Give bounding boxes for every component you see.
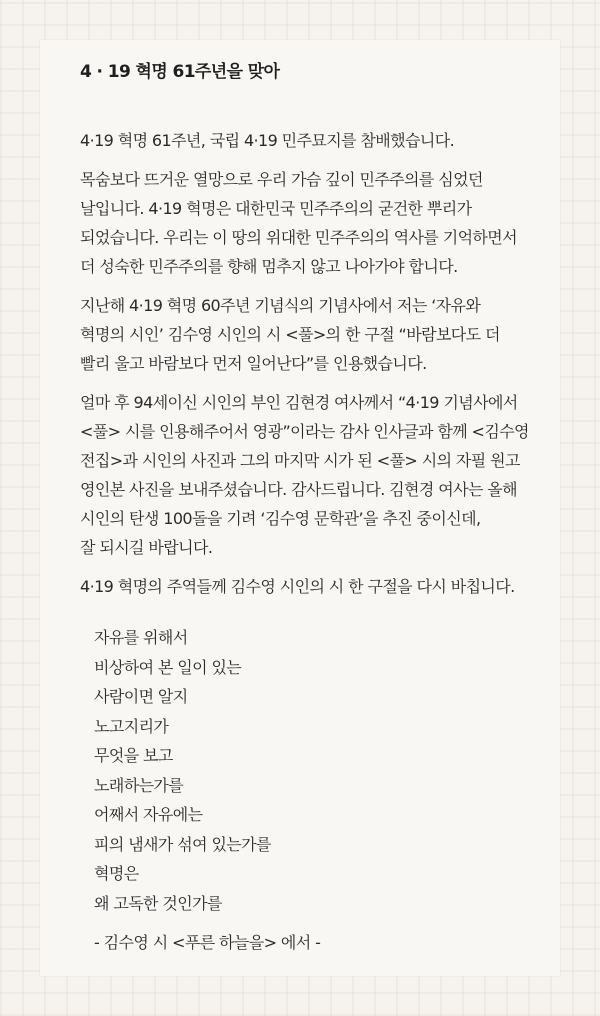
poem-line: 노고지리가 (94, 716, 169, 736)
text-line: 날입니다. 4·19 혁명은 대한민국 민주주의의 굳건한 뿌리가 (80, 199, 472, 218)
poem-line: 어째서 자유에는 (94, 805, 203, 824)
text-line: 얼마 후 94세이신 시인의 부인 김현경 여사께서 “4·19 기념사에서 (80, 393, 518, 412)
poem-line: 비상하여 본 일이 있는 (94, 657, 242, 677)
text-line: 되었습니다. 우리는 이 땅의 위대한 민주주의의 역사를 기억하면서 (80, 228, 518, 247)
text-line: 4·19 혁명의 주역들께 김수영 시인의 시 한 구절을 다시 바칩니다. (80, 577, 515, 596)
paragraph-3 (80, 291, 560, 378)
poem-line: 사람이면 알지 (94, 687, 188, 706)
paragraph-2 (80, 165, 560, 281)
poem-line: 무엇을 보고 (94, 746, 173, 765)
text-line: 4·19 혁명 61주년, 국립 4·19 민주묘지를 참배했습니다. (80, 131, 455, 150)
text-line: 지난해 4·19 혁명 60주년 기념식의 기념사에서 저는 ‘자유와 (80, 296, 481, 315)
paragraph-4 (80, 388, 560, 562)
text-line: 목숨보다 뜨거운 열망으로 우리 가슴 깊이 민주주의를 심었던 (80, 170, 483, 189)
paragraph-5 (80, 572, 560, 601)
text-line: 전집>과 시인의 사진과 그의 마지막 시가 된 <풀> 시의 자필 원고 (80, 451, 520, 470)
page-title: 4 · 19 혁명 61주년을 맞아 (80, 62, 280, 82)
poem-line: 왜 고독한 것인가를 (94, 893, 222, 913)
letter-content (80, 60, 560, 957)
poem-line: 혁명은 (94, 864, 139, 883)
text-line: 더 성숙한 민주주의를 향해 멈추지 않고 나아가야 합니다. (80, 257, 458, 276)
poem-line: 자유를 위해서 (94, 628, 188, 647)
text-line: 시인의 탄생 100돌을 기려 ‘김수영 문학관’을 추진 중이신데, (80, 509, 481, 528)
poem-quote (94, 623, 560, 957)
poem-line: 노래하는가를 (94, 775, 184, 795)
poem-line: 피의 냄새가 섞여 있는가를 (94, 834, 271, 854)
text-line: 잘 되시길 바랍니다. (80, 538, 213, 557)
poem-attribution: - 김수영 시 <푸른 하늘을> 에서 - (94, 933, 321, 952)
paragraph-1 (80, 126, 560, 155)
text-line: <풀> 시를 인용해주어서 영광”이라는 감사 인사글과 함께 <김수영 (80, 422, 529, 441)
text-line: 혁명의 시인’ 김수영 시인의 시 <풀>의 한 구절 “바람보다도 더 (80, 325, 500, 344)
text-line: 영인본 사진을 보내주셨습니다. 감사드립니다. 김현경 여사는 올해 (80, 480, 518, 499)
text-line: 빨리 울고 바람보다 먼저 일어난다”를 인용했습니다. (80, 354, 427, 373)
